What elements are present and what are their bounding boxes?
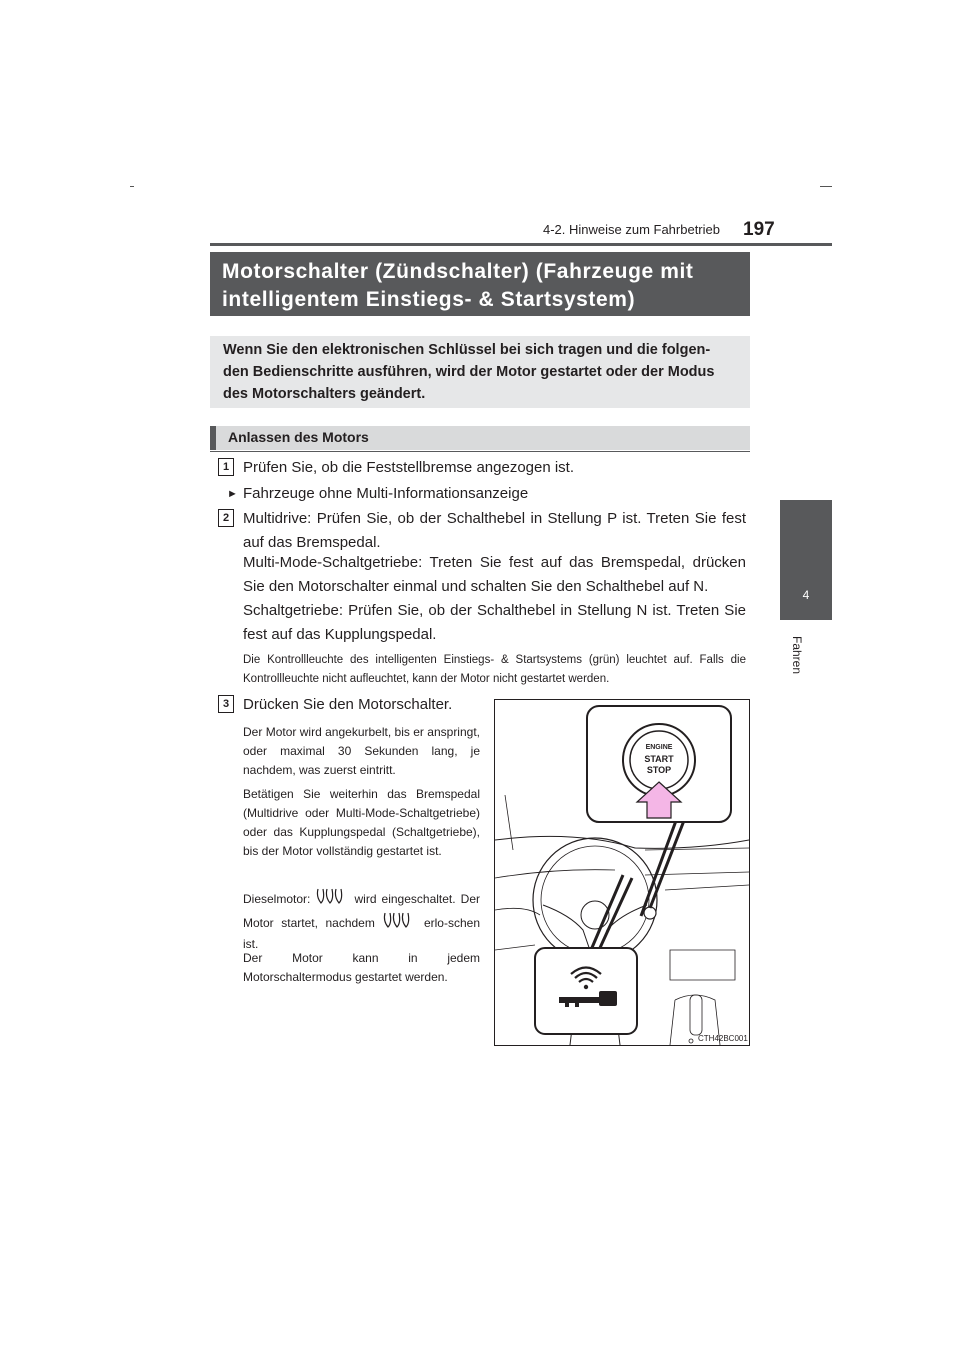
diesel-text-1: wird eingeschaltet. Der Motor startet, nachdem — [243, 892, 480, 930]
subheading: Anlassen des Motors — [210, 426, 750, 450]
glow-plug-indicator-icon — [315, 887, 349, 911]
crop-mark-left — [130, 186, 134, 187]
page-title — [210, 252, 750, 316]
bullet-arrow-icon: ► — [227, 488, 238, 500]
header-rule — [210, 243, 832, 246]
page-title-line1: Motorschalter (Zündschalter) (Fahrzeuge mit — [222, 260, 694, 283]
button-label-start: START — [644, 754, 674, 764]
subheading-rule — [210, 451, 750, 452]
intro-line3: des Motorschalters geändert. — [223, 386, 426, 402]
step-3-note-cranking: Der Motor wird angekurbelt, bis er anspringt, oder maximal 30 Sekunden lang, je nachdem, was zuerst eintritt. — [243, 725, 480, 777]
step-3-note-diesel — [243, 887, 480, 954]
page-title-line2: intelligentem Einstiegs- & Startsystem) — [222, 288, 636, 311]
dashboard-drawing — [495, 700, 749, 1045]
step-3-note-any-mode: Der Motor kann in jedem Motorschaltermodus gestartet werden. — [243, 951, 480, 984]
chapter-tab — [780, 500, 832, 620]
intro-line1: Wenn Sie den elektronischen Schlüssel bei sich tragen und die folgen- — [223, 342, 711, 358]
step-2-text-manual: Schaltgetriebe: Prüfen Sie, ob der Schalthebel in Stellung N ist. Treten Sie fest auf das Kupplungspedal. — [243, 602, 746, 643]
step-2-note: Die Kontrollleuchte des intelligenten Einstiegs- & Startsystems (grün) leuchtet auf. Falls die Kontrollleuchte nicht aufleuchtet, kann der Motor nicht gestartet werden. — [243, 654, 746, 685]
step-2-number: 2 — [218, 509, 234, 527]
button-label-stop: STOP — [646, 765, 672, 775]
diesel-text-2: erlo-schen ist. — [243, 916, 480, 951]
step-1-number: 1 — [218, 458, 234, 476]
intro-line2: den Bedienschritte ausführen, wird der Motor gestartet oder der Modus — [223, 364, 715, 380]
chapter-number: 4 — [802, 588, 810, 602]
step-1-text: Prüfen Sie, ob die Feststellbremse angezogen ist. — [243, 459, 575, 476]
step-2-text-multimode: Multi-Mode-Schaltgetriebe: Treten Sie fest auf das Bremspedal, drücken Sie den Motorschalter einmal und schalten Sie den Schalthebel auf N. — [243, 554, 746, 595]
step-3-number: 3 — [218, 695, 234, 713]
figure-code: CTH42BC001 — [698, 1034, 748, 1043]
intro-box — [210, 336, 750, 408]
engine-start-illustration — [494, 699, 750, 1046]
diesel-label: Dieselmotor: — [243, 892, 311, 906]
section-label: 4-2. Hinweise zum Fahrbetrieb — [542, 222, 720, 237]
button-label-engine: ENGINE — [645, 744, 673, 751]
step-3-note-pedal: Betätigen Sie weiterhin das Bremspedal (Multidrive oder Multi-Mode-Schaltgetriebe) oder das Kupplungspedal (Schaltgetriebe), bis der Motor vollständig gestartet ist. — [243, 787, 480, 858]
chapter-label: Fahren — [790, 636, 804, 675]
page-number: 197 — [743, 219, 775, 240]
vehicle-variant-label: Fahrzeuge ohne Multi-Informationsanzeige — [243, 485, 529, 502]
glow-plug-indicator-icon — [382, 911, 416, 935]
crop-mark-right — [820, 186, 832, 187]
step-2-text-multidrive: Multidrive: Prüfen Sie, ob der Schalthebel in Stellung P ist. Treten Sie fest auf das Bremspedal. — [243, 510, 746, 551]
step-3-text: Drücken Sie den Motorschalter. — [243, 696, 453, 713]
